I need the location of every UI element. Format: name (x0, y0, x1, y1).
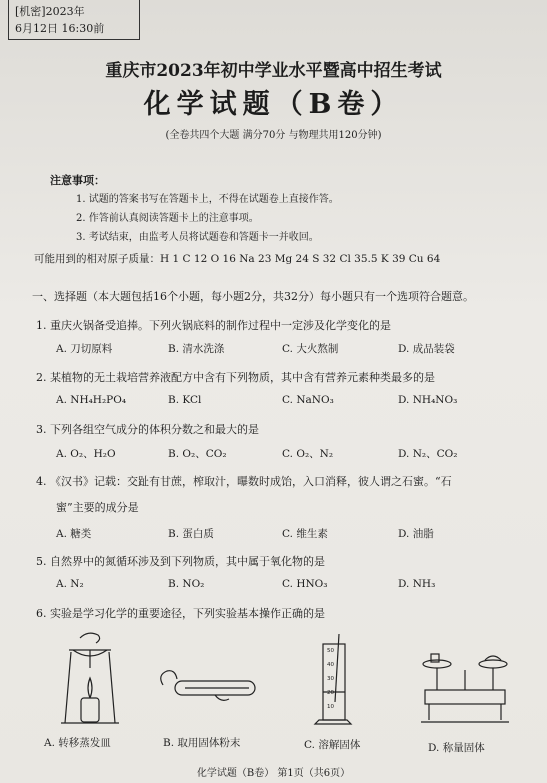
option: C. HNO₃ (282, 578, 328, 590)
figure-caption: B. 取用固体粉末 (163, 737, 241, 749)
exam-info: (全卷共四个大题 满分70分 与物理共用120分钟) (165, 130, 382, 141)
subject-title: 化学试题（B卷） (143, 89, 404, 120)
question-stem: 4. 《汉书》记载：交趾有甘蔗，榨取汁，曝数时成饴，入口消释，彼人谓之石蜜。“石 (36, 475, 452, 488)
confidential-line-2: 6月12日 16:30前 (15, 22, 105, 35)
option: B. 蛋白质 (168, 528, 214, 540)
option: D. N₂、CO₂ (398, 448, 458, 460)
option: D. NH₄NO₃ (398, 394, 458, 406)
option: A. N₂ (56, 578, 84, 590)
figure-caption: C. 溶解固体 (304, 739, 361, 751)
option: B. O₂、CO₂ (168, 448, 227, 460)
option: B. NO₂ (168, 578, 205, 590)
notice-item: 2. 作答前认真阅读答题卡上的注意事项。 (76, 213, 259, 224)
exam-title: 重庆市2023年初中学业水平暨高中招生考试 (105, 61, 442, 81)
confidential-line-1: [机密]2023年 (15, 5, 85, 18)
graduated-cylinder-illustration (305, 632, 361, 732)
cylinder-tick: 50 (327, 648, 334, 654)
question-stem-continued: 蜜”主要的成分是 (56, 501, 139, 514)
option: D. NH₃ (398, 578, 436, 590)
test-tube-illustration (155, 665, 265, 715)
notice-item: 3. 考试结束，由监考人员将试题卷和答题卡一并收回。 (76, 232, 319, 243)
option: C. NaNO₃ (282, 394, 334, 406)
page-footer: 化学试题（B卷） 第1页（共6页） (196, 768, 351, 779)
option: D. 成品装袋 (398, 343, 455, 355)
cylinder-tick: 40 (327, 662, 334, 668)
notice-item: 1. 试题的答案书写在答题卡上，不得在试题卷上直接作答。 (76, 194, 339, 205)
option: C. O₂、N₂ (282, 448, 334, 460)
section-heading: 一、选择题（本大题包括16个小题，每小题2分，共32分）每小题只有一个选项符合题意。 (32, 290, 474, 303)
confidential-box (8, 0, 140, 40)
option: A. O₂、H₂O (56, 448, 116, 460)
balance-illustration (415, 650, 515, 730)
option: C. 大火熬制 (282, 343, 339, 355)
option: A. 刀切原料 (56, 343, 113, 355)
question-stem: 2. 某植物的无土栽培营养液配方中含有下列物质，其中含有营养元素种类最多的是 (36, 371, 435, 384)
figure-caption: A. 转移蒸发皿 (44, 737, 111, 749)
cylinder-tick: 30 (327, 676, 334, 682)
option: B. KCl (168, 394, 202, 406)
option: A. 糖类 (56, 528, 92, 540)
question-stem: 6. 实验是学习化学的重要途径，下列实验基本操作正确的是 (36, 607, 325, 620)
atomic-masses: 可能用到的相对原子质量：H 1 C 12 O 16 Na 23 Mg 24 S 32 Cl 35.5 K 39 Cu 64 (34, 253, 441, 265)
question-stem: 3. 下列各组空气成分的体积分数之和最大的是 (36, 423, 259, 436)
cylinder-tick: 20 (327, 690, 334, 696)
option: A. NH₄H₂PO₄ (56, 394, 127, 406)
option: D. 油脂 (398, 528, 434, 540)
option: C. 维生素 (282, 528, 328, 540)
evaporating-dish-illustration (55, 628, 125, 728)
option: B. 清水洗涤 (168, 343, 225, 355)
question-stem: 1. 重庆火锅备受追捧。下列火锅底料的制作过程中一定涉及化学变化的是 (36, 319, 391, 332)
figure-caption: D. 称量固体 (428, 742, 485, 754)
cylinder-tick: 10 (327, 704, 334, 710)
question-stem: 5. 自然界中的氮循环涉及到下列物质，其中属于氧化物的是 (36, 555, 325, 568)
notice-heading: 注意事项： (50, 174, 105, 187)
